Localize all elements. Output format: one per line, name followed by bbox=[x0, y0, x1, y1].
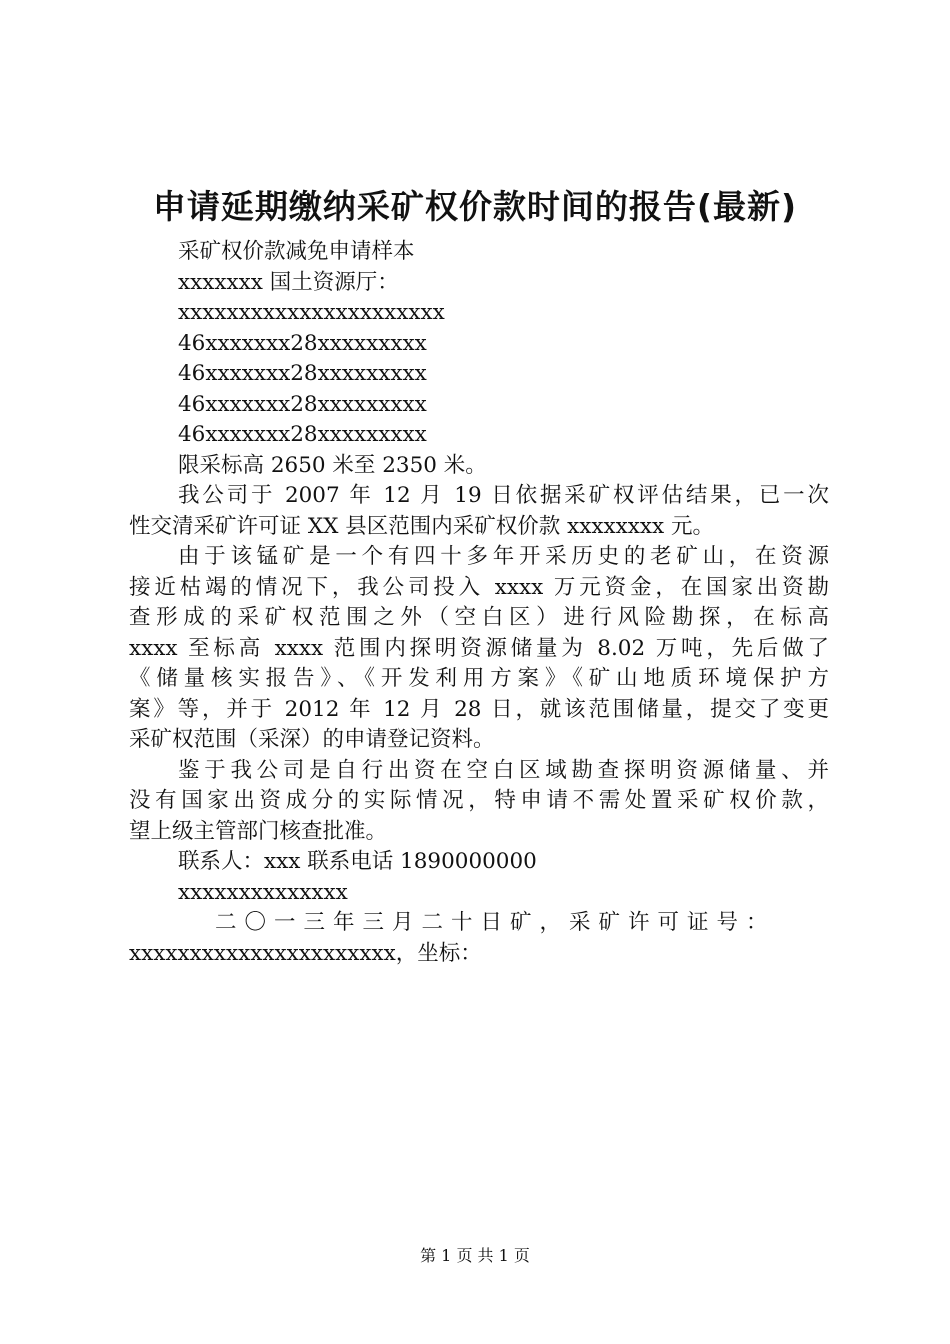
text-line: 限采标高 2650 米至 2350 米。 bbox=[178, 452, 487, 478]
paragraph-line: 查形成的采矿权范围之外（空白区）进行风险勘探，在标高 bbox=[129, 605, 829, 630]
coordinate-line: 46xxxxxxx28xxxxxxxxx bbox=[178, 361, 427, 386]
paragraph-line: 接近枯竭的情况下，我公司投入 xxxx 万元资金，在国家出资勘 bbox=[129, 574, 829, 600]
paragraph-line: 没有国家出资成分的实际情况，特申请不需处置采矿权价款， bbox=[129, 788, 829, 813]
text-line: xxxxxxxxxxxxxx bbox=[178, 879, 348, 905]
coordinate-line: 46xxxxxxx28xxxxxxxxx bbox=[178, 422, 427, 447]
date-line: 二〇一三年三月二十日矿，采矿许可证号： bbox=[215, 910, 776, 935]
page-footer: 第 1 页 共 1 页 bbox=[420, 1246, 530, 1265]
contact-line: 联系人：xxx 联系电话 1890000000 bbox=[178, 849, 537, 874]
paragraph-line: 我公司于 2007 年 12 月 19 日依据采矿权评估结果，已一次 bbox=[178, 483, 829, 508]
coordinate-line: 46xxxxxxx28xxxxxxxxx bbox=[178, 391, 427, 417]
paragraph-line: 《储量核实报告》、《开发利用方案》《矿山地质环境保护方 bbox=[129, 666, 829, 691]
text-line: 采矿权价款减免申请样本 bbox=[178, 239, 415, 264]
paragraph-line: 性交清采矿许可证 XX 县区范围内采矿权价款 xxxxxxxx 元。 bbox=[129, 513, 714, 539]
document-title: 申请延期缴纳采矿权价款时间的报告(最新) bbox=[152, 187, 798, 226]
text-line: xxxxxxxxxxxxxxxxxxxxxx bbox=[178, 300, 445, 325]
document-body bbox=[129, 237, 829, 969]
paragraph-line: 由于该锰矿是一个有四十多年开采历史的老矿山，在资源 bbox=[178, 544, 829, 569]
paragraph-line: 鉴于我公司是自行出资在空白区域勘查探明资源储量、并 bbox=[178, 757, 829, 783]
paragraph-line: 采矿权范围（采深）的申请登记资料。 bbox=[129, 727, 495, 752]
paragraph-line: xxxx 至标高 xxxx 范围内探明资源储量为 8.02 万吨，先后做了 bbox=[129, 635, 829, 661]
paragraph-line: 望上级主管部门核查批准。 bbox=[129, 818, 388, 844]
license-line: xxxxxxxxxxxxxxxxxxxxxx，坐标： bbox=[129, 940, 482, 966]
coordinate-line: 46xxxxxxx28xxxxxxxxx bbox=[178, 330, 427, 356]
paragraph-line: 案》等，并于 2012 年 12 月 28 日，就该范围储量，提交了变更 bbox=[129, 696, 829, 722]
addressee-line: xxxxxxx 国土资源厅： bbox=[178, 269, 399, 295]
